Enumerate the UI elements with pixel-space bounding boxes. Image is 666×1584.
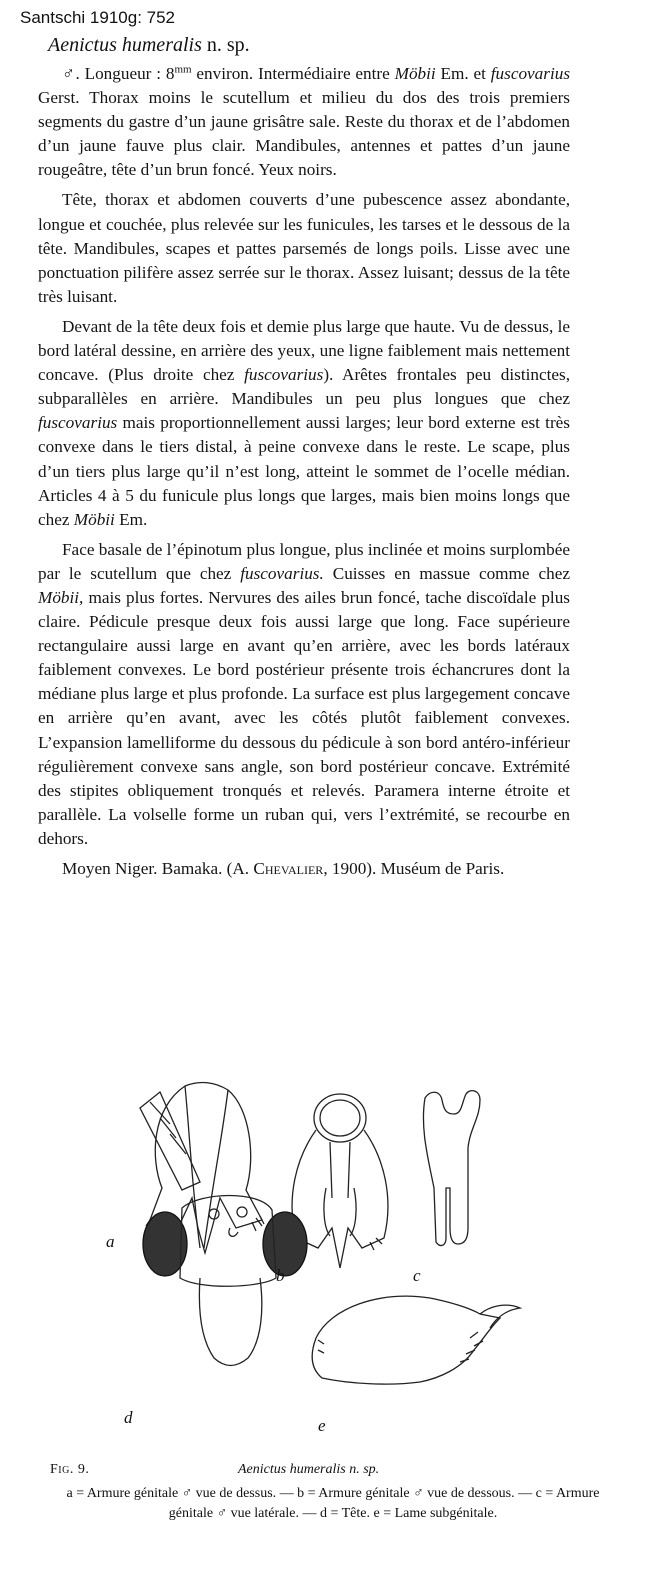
species-heading bbox=[48, 34, 250, 57]
drawing-e-subgenital-plate bbox=[312, 1296, 520, 1384]
figure-drawings bbox=[0, 1078, 666, 1466]
unit-mm: mm bbox=[174, 63, 192, 76]
figure-title: Aenictus humeralis n. sp. bbox=[238, 1462, 380, 1477]
collector-name: Chevalier bbox=[253, 859, 324, 878]
drawing-d-head bbox=[140, 1092, 307, 1366]
species-name: Aenictus humeralis bbox=[48, 34, 202, 56]
figure-letter-a: a bbox=[106, 1232, 115, 1251]
figure-letter-b: b bbox=[276, 1266, 285, 1285]
figure-caption-heading bbox=[50, 1462, 610, 1478]
figure-caption-body: a = Armure génitale ♂ vue de dessus. — b = Armure génitale ♂ vue de dessous. — c = Armure génitale ♂ vue latérale. — d = Tête. e = Lame subgénitale. bbox=[66, 1486, 600, 1521]
drawing-c-genital-lateral bbox=[423, 1091, 480, 1246]
paragraph-head: Devant de la tête deux fois et demie plus large que haute. Vu de dessus, le bord latéral dessine, en arrière des yeux, une ligne faiblement mais nettement concave. (Plus droite chez fuscovarius). Arêtes frontales peu distinctes, subparallèles en arrière. Mandibules un peu plus longues que chez fuscovarius mais proportionnellement aussi larges; leur bord externe est très convexe dans le tiers distal, à peine convexe dans le reste. Le scape, plus d’un tiers plus large qu’il n’est long, atteint le sommet de l’ocelle médian. Articles 4 à 5 du funicule plus longs que larges, mais bien moins longs que chez Möbii Em. bbox=[38, 316, 570, 529]
paragraph-locality: Moyen Niger. Bamaka. (A. Chevalier, 1900). Muséum de Paris. bbox=[62, 859, 505, 878]
figure-letter-d: d bbox=[124, 1408, 133, 1427]
male-symbol: ♂ bbox=[62, 64, 76, 83]
species-status: n. sp. bbox=[206, 34, 250, 56]
citation-header: Santschi 1910g: 752 bbox=[20, 8, 176, 27]
figure-9 bbox=[0, 1078, 666, 1466]
paragraph-epinotum: Face basale de l’épinotum plus longue, plus inclinée et moins surplombée par le scutellum que chez fuscovarius. Cuisses en massue comme chez Möbii, mais plus fortes. Nervures des ailes brun foncé, tache discoïdale plus claire. Pédicule presque deux fois aussi large que long. Face supérieure rectangulaire aussi large en avant qu’en arrière, avec les bords latéraux faiblement convexes. Le bord postérieur présente trois échancrures dont la médiane plus large et plus profonde. La surface est plus largegement concave en arrière qu’en avant, avec les côtés plutôt faiblement convexes. L’expansion lamelliforme du dessous du pédicule à son bord antéro-inférieur régulièrement convexe sans angle, son bord postérieur concave. Extrémité des stipites obliquement tronqués et relevés. Paramera interne étroite et parallèle. La volselle forme un ruban qui, vers l’extrémité, se recourbe en dehors. bbox=[38, 539, 570, 848]
figure-letter-c: c bbox=[413, 1266, 421, 1285]
paragraph-male-description: ♂. Longueur : $8^{mm}$ environ. Intermédiaire entre Möbii Em. et fuscovarius Gerst. Thorax moins le scutellum et milieu du dos des trois premiers segments du gastre d’un jaune grisâtre sale. Reste du thorax et de l’abdomen d’un jaune fauve plus clair. Mandibules, antennes et pattes d’un jaune rougeâtre, tête d’un brun foncé. Yeux noirs. bbox=[38, 63, 571, 180]
description-text bbox=[38, 62, 570, 887]
figure-number: Fig. 9. bbox=[50, 1462, 90, 1477]
figure-letter-e: e bbox=[318, 1416, 326, 1435]
paragraph-pubescence: Tête, thorax et abdomen couverts d’une pubescence assez abondante, longue et couchée, plus relevée sur les funicules, les tarses et le dessous de la tête. Mandibules, scapes et pattes parsemés de longs poils. Lisse avec une ponctuation pilifère assez serrée sur le thorax. Assez luisant; dessus de la tête très luisant. bbox=[38, 190, 570, 306]
